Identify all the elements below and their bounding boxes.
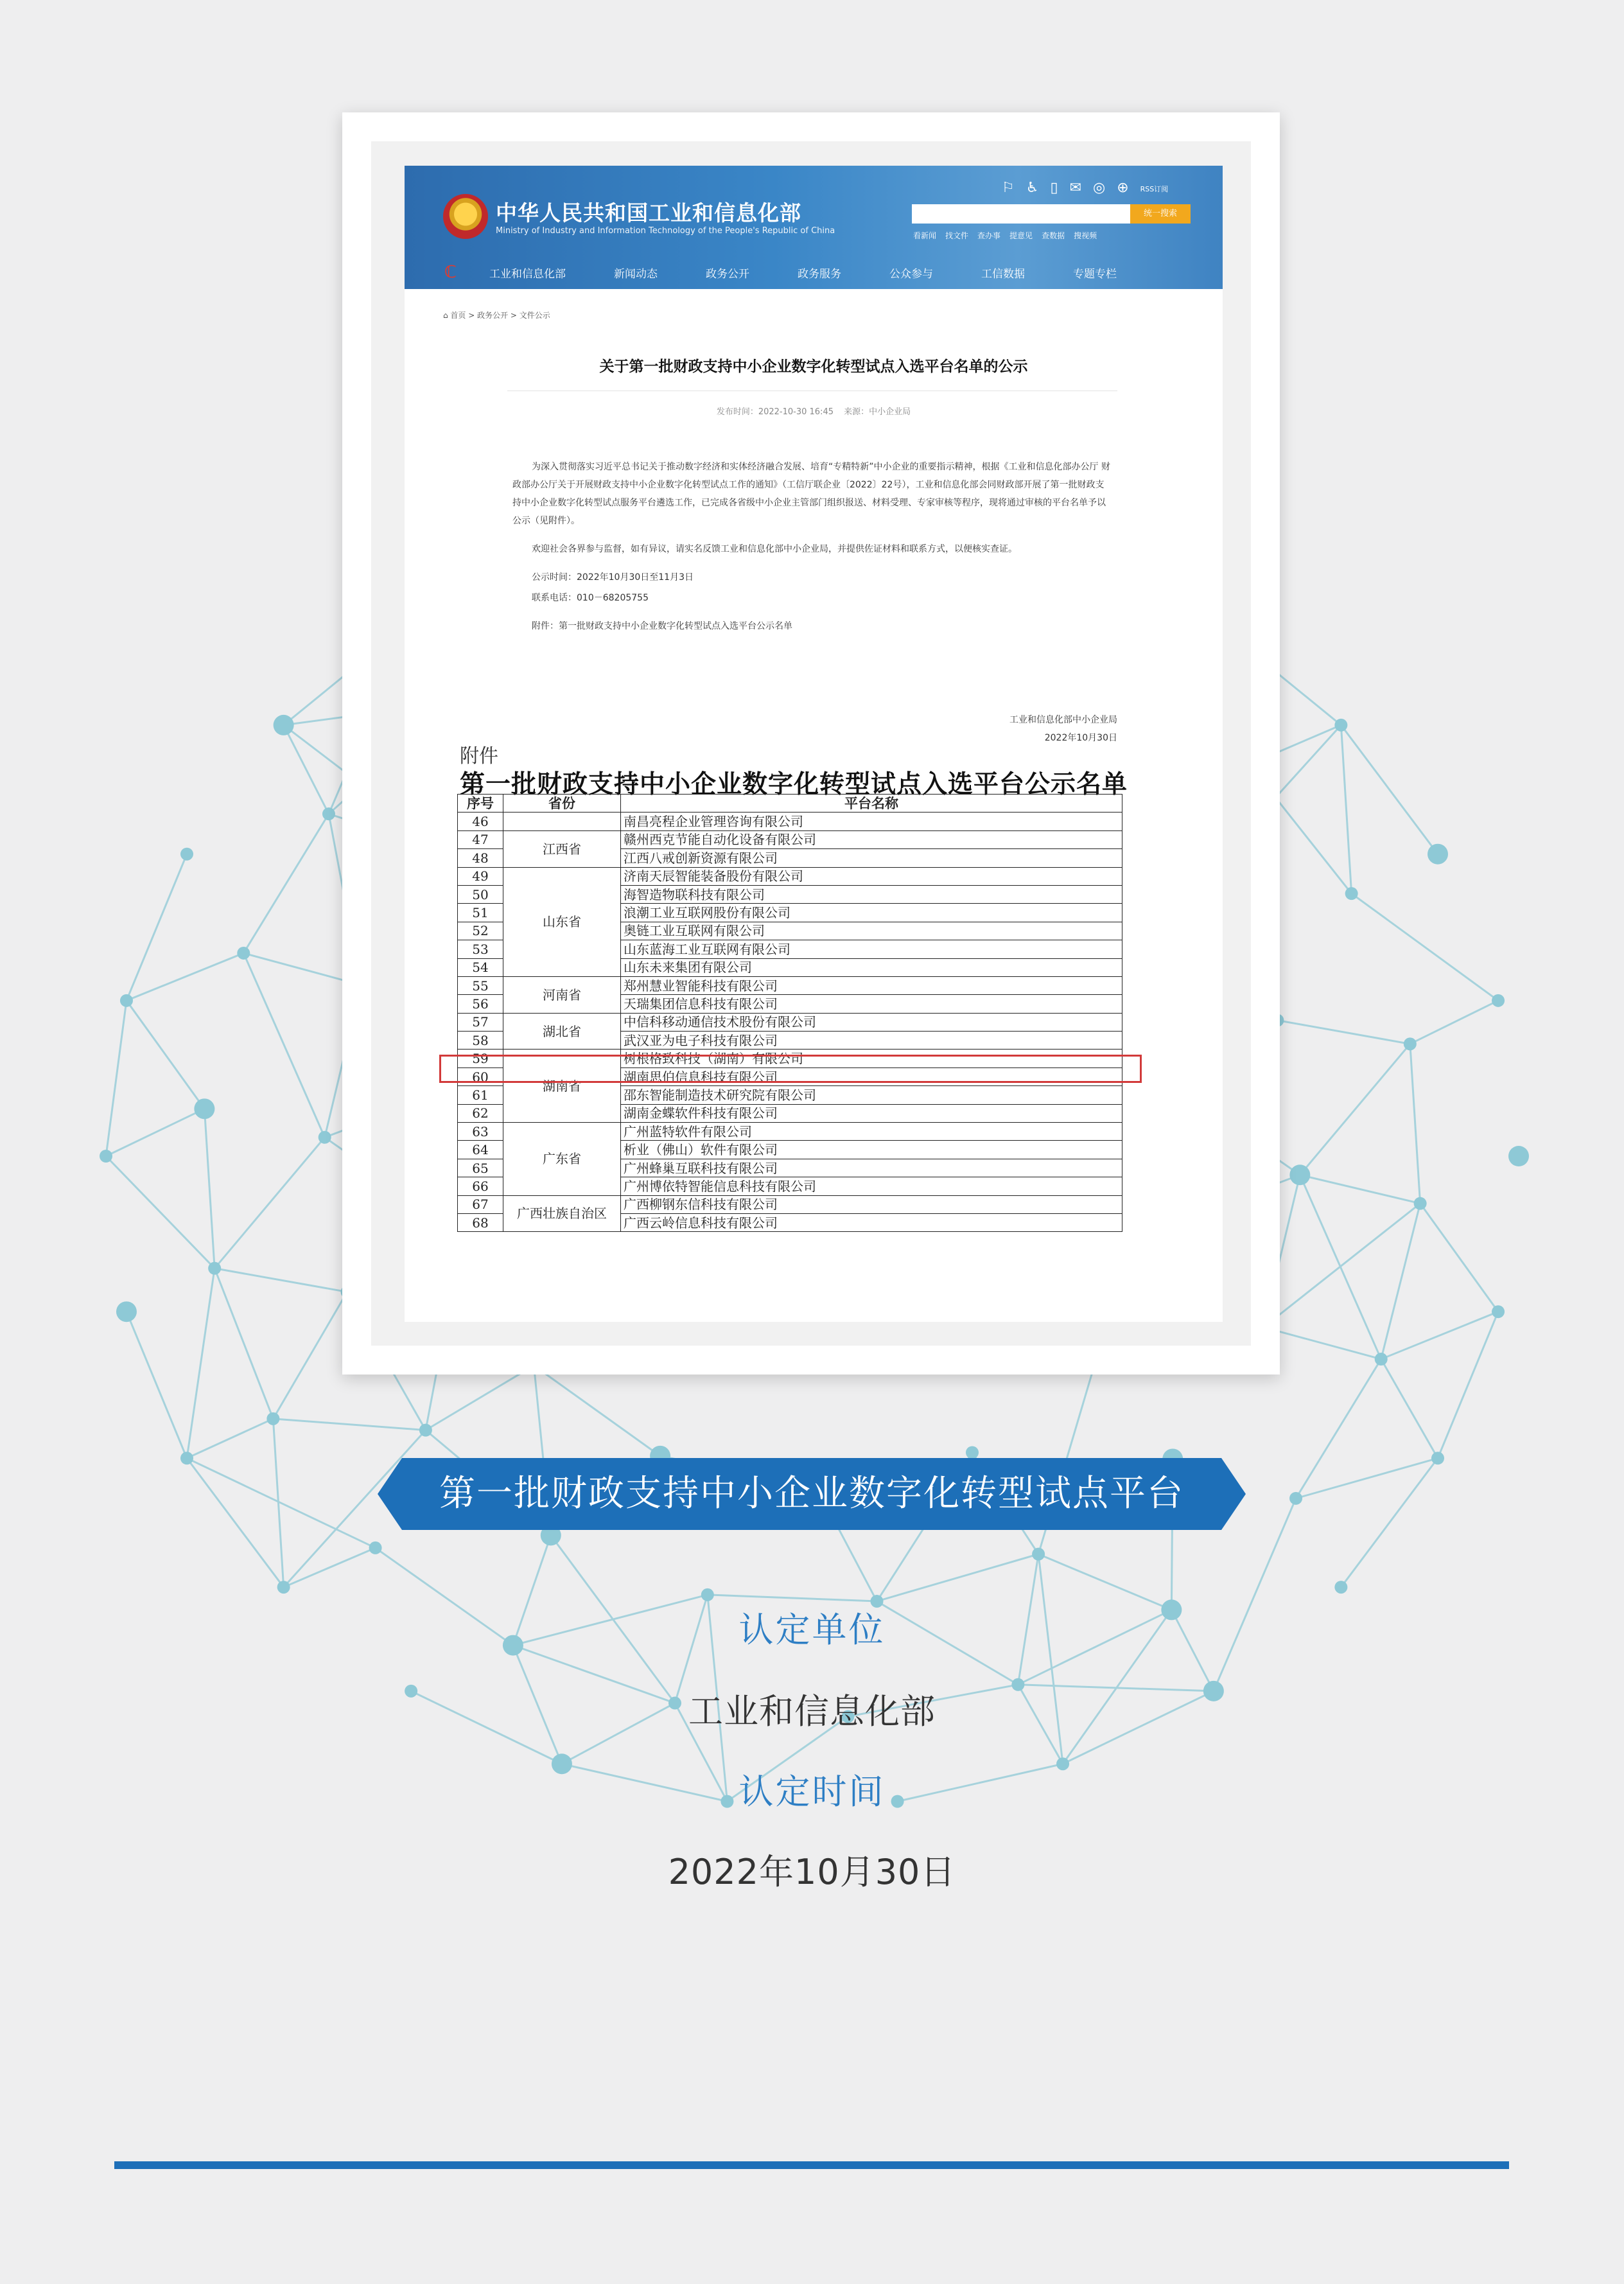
attachment-link[interactable]: 附件：第一批财政支持中小企业数字化转型试点入选平台公示名单 (532, 621, 792, 631)
platform-list-table (457, 794, 1122, 1232)
network-link (127, 1001, 204, 1109)
network-link (1420, 1204, 1498, 1312)
row-number: 60 (458, 1067, 503, 1085)
cert-time-label: 认定时间 (738, 1771, 886, 1812)
header-no: 序号 (458, 795, 503, 813)
nav-item-services[interactable]: 政务服务 (798, 267, 841, 281)
bottom-rule (114, 2161, 1509, 2169)
network-link (187, 1419, 273, 1458)
row-number: 67 (458, 1195, 503, 1213)
screenshot-mat (371, 141, 1251, 1346)
network-node (194, 1098, 214, 1119)
network-node (1492, 994, 1505, 1007)
mobile-icon[interactable]: ▯ (1050, 180, 1058, 196)
network-node (1508, 1146, 1529, 1166)
row-platform-name: 广州蜂巢互联科技有限公司 (621, 1159, 1122, 1177)
row-number: 59 (458, 1050, 503, 1067)
row-number: 48 (458, 849, 503, 867)
document-body (512, 458, 1113, 646)
row-number: 58 (458, 1032, 503, 1050)
network-link (214, 1138, 325, 1269)
row-platform-name: 赣州西克节能自动化设备有限公司 (621, 830, 1122, 848)
row-province: 湖北省 (503, 1013, 621, 1050)
site-subtitle: Ministry of Industry and Information Technology of the People's Republic of China (496, 226, 835, 236)
network-node (1334, 719, 1347, 732)
network-link (273, 1419, 426, 1430)
wechat-icon[interactable]: ⚐ (1002, 180, 1015, 196)
row-province: 河南省 (503, 976, 621, 1013)
header-tools (1002, 180, 1168, 196)
row-number: 54 (458, 958, 503, 976)
network-link (214, 1269, 273, 1419)
row-platform-name: 湖南金蝶软件科技有限公司 (621, 1104, 1122, 1122)
table-body (458, 813, 1122, 1232)
nav-item-miit[interactable]: 工业和信息化部 (489, 267, 566, 281)
row-number: 68 (458, 1213, 503, 1231)
quick-link-news[interactable]: 看新闻 (913, 231, 937, 240)
network-link (214, 1269, 347, 1292)
network-node (1289, 1492, 1302, 1505)
publicity-period: 公示时间：2022年10月30日至11月3日 (532, 572, 694, 583)
row-platform-name: 奥链工业互联网有限公司 (621, 922, 1122, 940)
network-link (1381, 1204, 1420, 1359)
banner-title: 第一批财政支持中小企业数字化转型试点平台 (439, 1473, 1184, 1515)
search-input[interactable] (912, 204, 1130, 224)
main-nav (405, 256, 1223, 289)
network-link (106, 1156, 214, 1269)
row-number: 52 (458, 922, 503, 940)
row-platform-name: 山东未来集团有限公司 (621, 958, 1122, 976)
quick-link-services[interactable]: 查办事 (977, 231, 1001, 240)
row-number: 65 (458, 1159, 503, 1177)
row-platform-name: 广西柳钢东信科技有限公司 (621, 1195, 1122, 1213)
network-node (116, 1301, 137, 1322)
row-platform-name: 武汉亚为电子科技有限公司 (621, 1032, 1122, 1050)
network-link (1341, 725, 1438, 854)
network-node (1289, 1164, 1310, 1185)
network-node (322, 807, 335, 820)
row-number: 55 (458, 976, 503, 994)
row-platform-name: 树根格致科技（湖南）有限公司 (621, 1050, 1122, 1067)
network-node (277, 1581, 290, 1594)
network-link (187, 1458, 284, 1587)
network-node (1492, 1305, 1505, 1318)
network-node (1431, 1452, 1444, 1464)
network-link (1277, 1021, 1410, 1044)
header-platform: 平台名称 (621, 795, 1122, 813)
row-number: 62 (458, 1104, 503, 1122)
table-row (458, 830, 1122, 848)
quick-link-video[interactable]: 搜视频 (1074, 231, 1097, 240)
breadcrumb[interactable]: ⌂ 首页 > 政务公开 > 文件公示 (443, 311, 550, 320)
network-node (1032, 1548, 1045, 1561)
cert-time-value: 2022年10月30日 (668, 1852, 956, 1892)
network-node (1345, 887, 1358, 900)
attachment-label: 附件 (460, 745, 498, 768)
row-number: 46 (458, 813, 503, 830)
network-node (701, 1588, 714, 1601)
contact-phone: 联系电话：010－68205755 (532, 593, 649, 603)
row-platform-name: 济南天辰智能装备股份有限公司 (621, 867, 1122, 885)
row-number: 61 (458, 1086, 503, 1104)
network-node (1414, 1197, 1427, 1210)
network-node (274, 715, 294, 735)
search-button[interactable]: 统一搜索 (1130, 204, 1191, 224)
body-paragraph-2: 欢迎社会各界参与监督，如有异议，请实名反馈工业和信息化部中小企业局，并提供佐证材料和联系方式，以便核实查证。 (532, 544, 1017, 554)
network-link (426, 1366, 534, 1430)
table-row (458, 1013, 1122, 1031)
row-platform-name: 南昌亮程企业管理咨询有限公司 (621, 813, 1122, 830)
network-link (534, 1366, 660, 1456)
network-node (419, 1424, 432, 1437)
row-platform-name: 江西八戒创新资源有限公司 (621, 849, 1122, 867)
network-link (1438, 1312, 1498, 1458)
sign-date: 2022年10月30日 (1044, 733, 1117, 743)
row-province: 广东省 (503, 1123, 621, 1196)
row-platform-name: 广西云岭信息科技有限公司 (621, 1213, 1122, 1231)
quick-links (913, 230, 1097, 241)
network-link (243, 814, 329, 953)
table-row (458, 867, 1122, 885)
row-number: 56 (458, 995, 503, 1013)
row-number: 47 (458, 830, 503, 848)
row-platform-name: 郑州慧业智能科技有限公司 (621, 976, 1122, 994)
row-platform-name: 邵东智能制造技术研究院有限公司 (621, 1086, 1122, 1104)
network-node (966, 1446, 979, 1459)
network-node (1428, 844, 1448, 865)
network-link (1300, 1175, 1420, 1203)
row-number: 53 (458, 940, 503, 958)
network-link (1300, 1044, 1410, 1175)
network-link (1264, 1204, 1420, 1328)
announcement-page (405, 166, 1223, 1322)
row-province: 江西省 (503, 830, 621, 867)
row-platform-name: 广州蓝特软件有限公司 (621, 1123, 1122, 1141)
nav-item-data[interactable]: 工信数据 (981, 267, 1025, 281)
row-platform-name: 浪潮工业互联网股份有限公司 (621, 904, 1122, 922)
row-province: 山东省 (503, 867, 621, 976)
network-node (120, 994, 133, 1007)
network-node (1375, 1353, 1388, 1366)
network-link (273, 1292, 347, 1418)
weibo-icon[interactable]: ◎ (1093, 180, 1106, 196)
accessibility-icon[interactable]: ♿ (1026, 180, 1039, 196)
share-icon[interactable]: ⊕ (1117, 180, 1129, 196)
row-platform-name: 山东蓝海工业互联网有限公司 (621, 940, 1122, 958)
network-link (284, 725, 329, 814)
network-link (127, 854, 187, 1001)
cert-unit-label: 认定单位 (738, 1610, 886, 1650)
table-header-row (458, 795, 1122, 813)
site-title: 中华人民共和国工业和信息化部 (496, 200, 801, 225)
network-node (237, 947, 250, 960)
home-logo-icon[interactable]: ℂ (444, 263, 457, 282)
network-link (1352, 893, 1498, 1001)
row-platform-name: 湖南思伯信息科技有限公司 (621, 1067, 1122, 1085)
row-number: 66 (458, 1177, 503, 1195)
network-link (243, 953, 324, 1138)
quick-link-files[interactable]: 找文件 (945, 231, 969, 240)
network-link (708, 1595, 877, 1601)
row-number: 49 (458, 867, 503, 885)
network-link (106, 1001, 127, 1156)
document-title: 关于第一批财政支持中小企业数字化转型试点入选平台名单的公示 (599, 358, 1028, 375)
row-platform-name: 广州博依特智能信息科技有限公司 (621, 1177, 1122, 1195)
network-node (180, 1452, 193, 1464)
network-link (1381, 1359, 1438, 1458)
signer: 工业和信息化部中小企业局 (1009, 715, 1117, 725)
network-link (1264, 1327, 1381, 1359)
row-platform-name: 天瑞集团信息科技有限公司 (621, 995, 1122, 1013)
document-meta (405, 405, 1223, 417)
site-header (405, 166, 1223, 289)
nav-item-participation[interactable]: 公众参与 (889, 267, 933, 281)
national-emblem-icon (443, 194, 488, 239)
row-province (503, 813, 621, 830)
mail-icon[interactable]: ✉ (1069, 180, 1082, 196)
network-node (100, 1150, 112, 1163)
network-link (1410, 1001, 1498, 1044)
screenshot-frame (342, 112, 1280, 1375)
network-node (1334, 1581, 1347, 1594)
network-link (877, 1554, 1039, 1601)
network-node (319, 1131, 331, 1144)
row-province: 广西壮族自治区 (503, 1195, 621, 1232)
body-paragraph-1: 为深入贯彻落实习近平总书记关于推动数字经济和实体经济融合发展、培育“专精特新”中小企业的重要指示精神，根据《工业和信息化部办公厅 财政部办公厅关于开展财政支持中小企业数字化转型试点工作的通知》（工信厅联企业〔2022〕22号），工业和信息化部会同财政部开展了第一批财政支持中小企业数字化转型试点服务平台遴选工作，已完成各省级中小企业主管部门组织报送、材料受理、专家审核等程序，现将通过审核的平台名单予以公示（见附件）。 (512, 462, 1110, 526)
nav-item-topics[interactable]: 专题专栏 (1073, 267, 1117, 281)
network-link (1341, 725, 1351, 893)
network-link (204, 1109, 214, 1268)
network-link (1341, 1458, 1438, 1587)
network-link (284, 1548, 376, 1587)
table-row (458, 976, 1122, 994)
row-number: 50 (458, 885, 503, 903)
quick-link-feedback[interactable]: 提意见 (1009, 231, 1033, 240)
table-row (458, 813, 1122, 830)
cert-unit-value: 工业和信息化部 (688, 1691, 936, 1732)
quick-link-data[interactable]: 查数据 (1042, 231, 1065, 240)
network-link (187, 1269, 214, 1459)
row-platform-name: 中信科移动通信技术股份有限公司 (621, 1013, 1122, 1031)
rss-link[interactable]: RSS订阅 (1140, 185, 1169, 193)
table-row (458, 1123, 1122, 1141)
publish-time: 发布时间：2022-10-30 16:45 (716, 407, 834, 417)
network-link (127, 1312, 187, 1458)
table-row (458, 1195, 1122, 1213)
row-number: 51 (458, 904, 503, 922)
network-link (1038, 1554, 1171, 1610)
nav-item-news[interactable]: 新闻动态 (614, 267, 658, 281)
network-node (208, 1262, 221, 1275)
row-number: 63 (458, 1123, 503, 1141)
network-link (106, 1109, 204, 1156)
nav-item-affairs[interactable]: 政务公开 (706, 267, 749, 281)
network-link (1410, 1044, 1420, 1203)
attachment-title: 第一批财政支持中小企业数字化转型试点入选平台公示名单 (460, 769, 1128, 799)
row-platform-name: 析业（佛山）软件有限公司 (621, 1141, 1122, 1159)
network-node (180, 848, 193, 861)
network-node (369, 1542, 382, 1554)
network-node (1404, 1037, 1417, 1050)
row-number: 57 (458, 1013, 503, 1031)
highlight-box (439, 1055, 1142, 1083)
row-platform-name: 海智造物联科技有限公司 (621, 885, 1122, 903)
row-province: 湖南省 (503, 1050, 621, 1123)
row-number: 64 (458, 1141, 503, 1159)
network-node (266, 1412, 279, 1425)
header-province: 省份 (503, 795, 621, 813)
document-source: 来源：中小企业局 (844, 407, 911, 417)
